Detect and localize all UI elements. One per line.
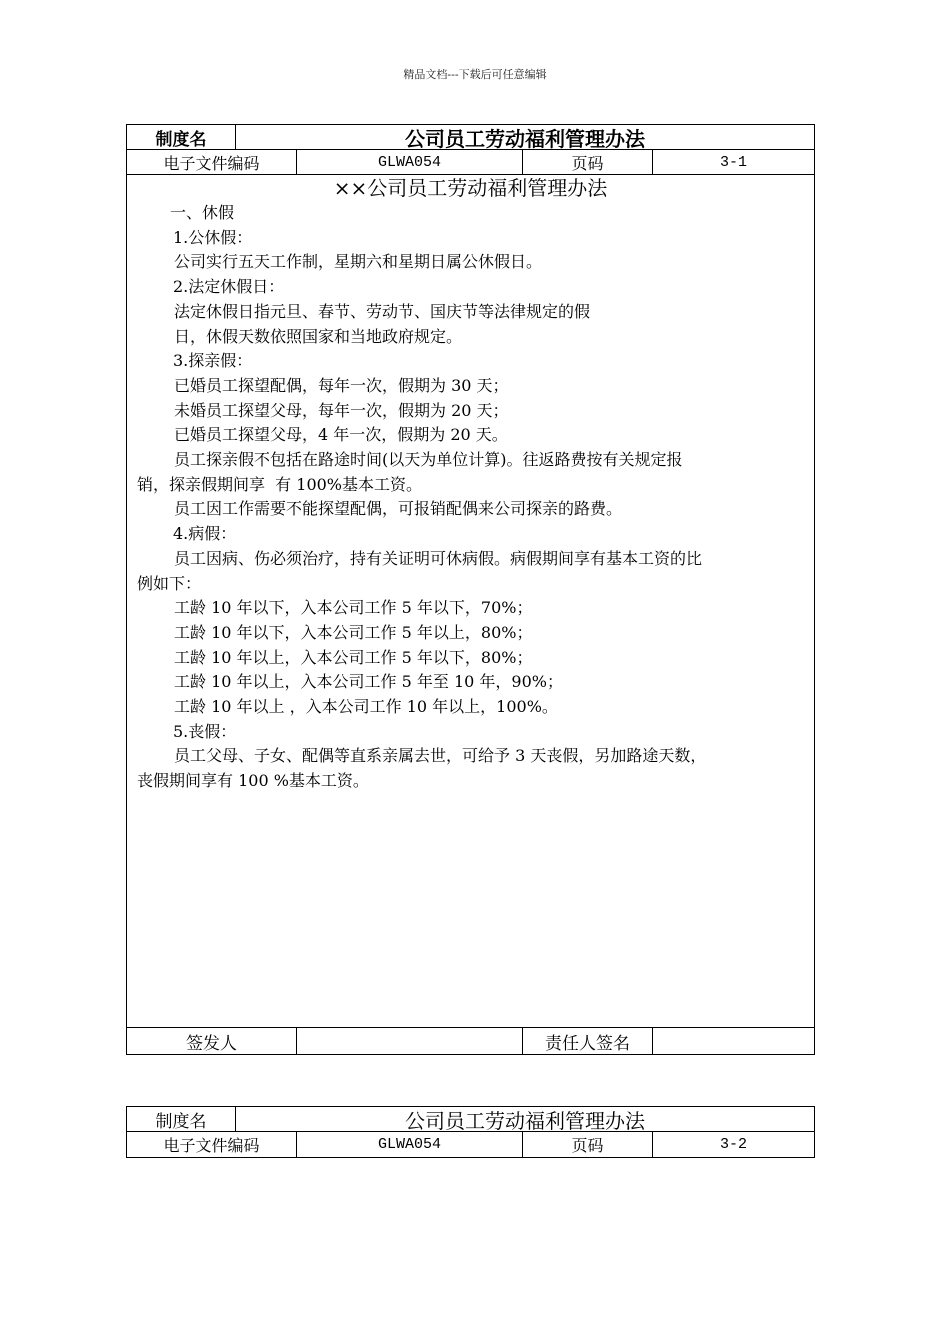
text-line: 销，探亲假期间享 有 100%基本工资。: [137, 474, 423, 494]
text-line: 员工因工作需要不能探望配偶，可报销配偶来公司探亲的路费。: [174, 499, 623, 519]
system-name-row: [127, 1107, 814, 1132]
text-line: 法定休假日指元旦、春节、劳动节、国庆节等法律规定的假: [174, 301, 591, 321]
document-body: [127, 175, 814, 1028]
page-value: 3-2: [719, 1136, 747, 1153]
text-line: 员工探亲假不包括在路途时间(以天为单位计算)。往返路费按有关规定报: [174, 450, 683, 470]
text-line: 公司实行五天工作制，星期六和星期日属公休假日。: [174, 252, 543, 272]
subheading-family-visit: 3.探亲假：: [173, 351, 253, 371]
watermark: 精品文档---下载后可任意编辑: [403, 68, 547, 81]
section-heading-holiday: 一、休假: [170, 203, 235, 222]
text-line: 员工父母、子女、配偶等直系亲属去世，可给予 3 天丧假，另加路途天数，: [174, 746, 707, 766]
signature-row: [127, 1028, 814, 1054]
system-name-row: [127, 125, 814, 150]
system-name-label: 制度名: [127, 125, 236, 149]
file-code-row: [127, 1132, 814, 1157]
page-label: 页码: [523, 1132, 653, 1157]
responsible-signature-field[interactable]: [653, 1028, 814, 1054]
file-code-label: 电子文件编码: [127, 1132, 297, 1157]
subheading-weekend: 1.公休假：: [173, 227, 253, 247]
system-name-value: 公司员工劳动福利管理办法: [405, 1108, 645, 1133]
issuer-field[interactable]: [297, 1028, 523, 1054]
system-name-value: 公司员工劳动福利管理办法: [405, 126, 645, 151]
file-code-row: [127, 150, 814, 175]
file-code-value: GLWA054: [297, 150, 523, 174]
text-line: 未婚员工探望父母，每年一次，假期为 20 天；: [174, 400, 509, 420]
document-form-page-1: [126, 124, 815, 1055]
text-line: 工龄 10 年以上 ，入本公司工作 10 年以上，100%。: [174, 697, 558, 717]
page-label: 页码: [523, 150, 653, 174]
document-title: ××公司员工劳动福利管理办法: [333, 176, 608, 200]
page-value: 3-1: [719, 153, 747, 171]
subheading-bereavement-leave: 5.丧假：: [173, 721, 237, 741]
text-line: 已婚员工探望配偶，每年一次，假期为 30 天；: [174, 375, 509, 395]
text-line: 工龄 10 年以下，入本公司工作 5 年以下，70%；: [174, 598, 533, 618]
document-form-page-2: [126, 1106, 815, 1158]
file-code-label: 电子文件编码: [127, 150, 297, 174]
text-line: 工龄 10 年以上，入本公司工作 5 年至 10 年，90%；: [174, 672, 563, 692]
text-line: 员工因病、伤必须治疗，持有关证明可休病假。病假期间享有基本工资的比: [174, 548, 703, 568]
text-line: 工龄 10 年以下，入本公司工作 5 年以上，80%；: [174, 622, 533, 642]
body-lines: [127, 201, 814, 794]
issuer-label: 签发人: [127, 1028, 297, 1054]
text-line: 日，休假天数依照国家和当地政府规定。: [174, 326, 463, 346]
text-line: 丧假期间享有 100 %基本工资。: [137, 771, 369, 791]
system-name-label: 制度名: [127, 1107, 236, 1131]
responsible-signature-label: 责任人签名: [523, 1028, 653, 1054]
file-code-value: GLWA054: [297, 1132, 523, 1157]
subheading-sick-leave: 4.病假：: [173, 524, 237, 544]
text-line: 例如下：: [137, 573, 202, 593]
text-line: 已婚员工探望父母，4 年一次，假期为 20 天。: [174, 425, 508, 445]
text-line: 工龄 10 年以上，入本公司工作 5 年以下，80%；: [174, 647, 533, 667]
subheading-legal-holiday: 2.法定休假日：: [173, 277, 285, 297]
